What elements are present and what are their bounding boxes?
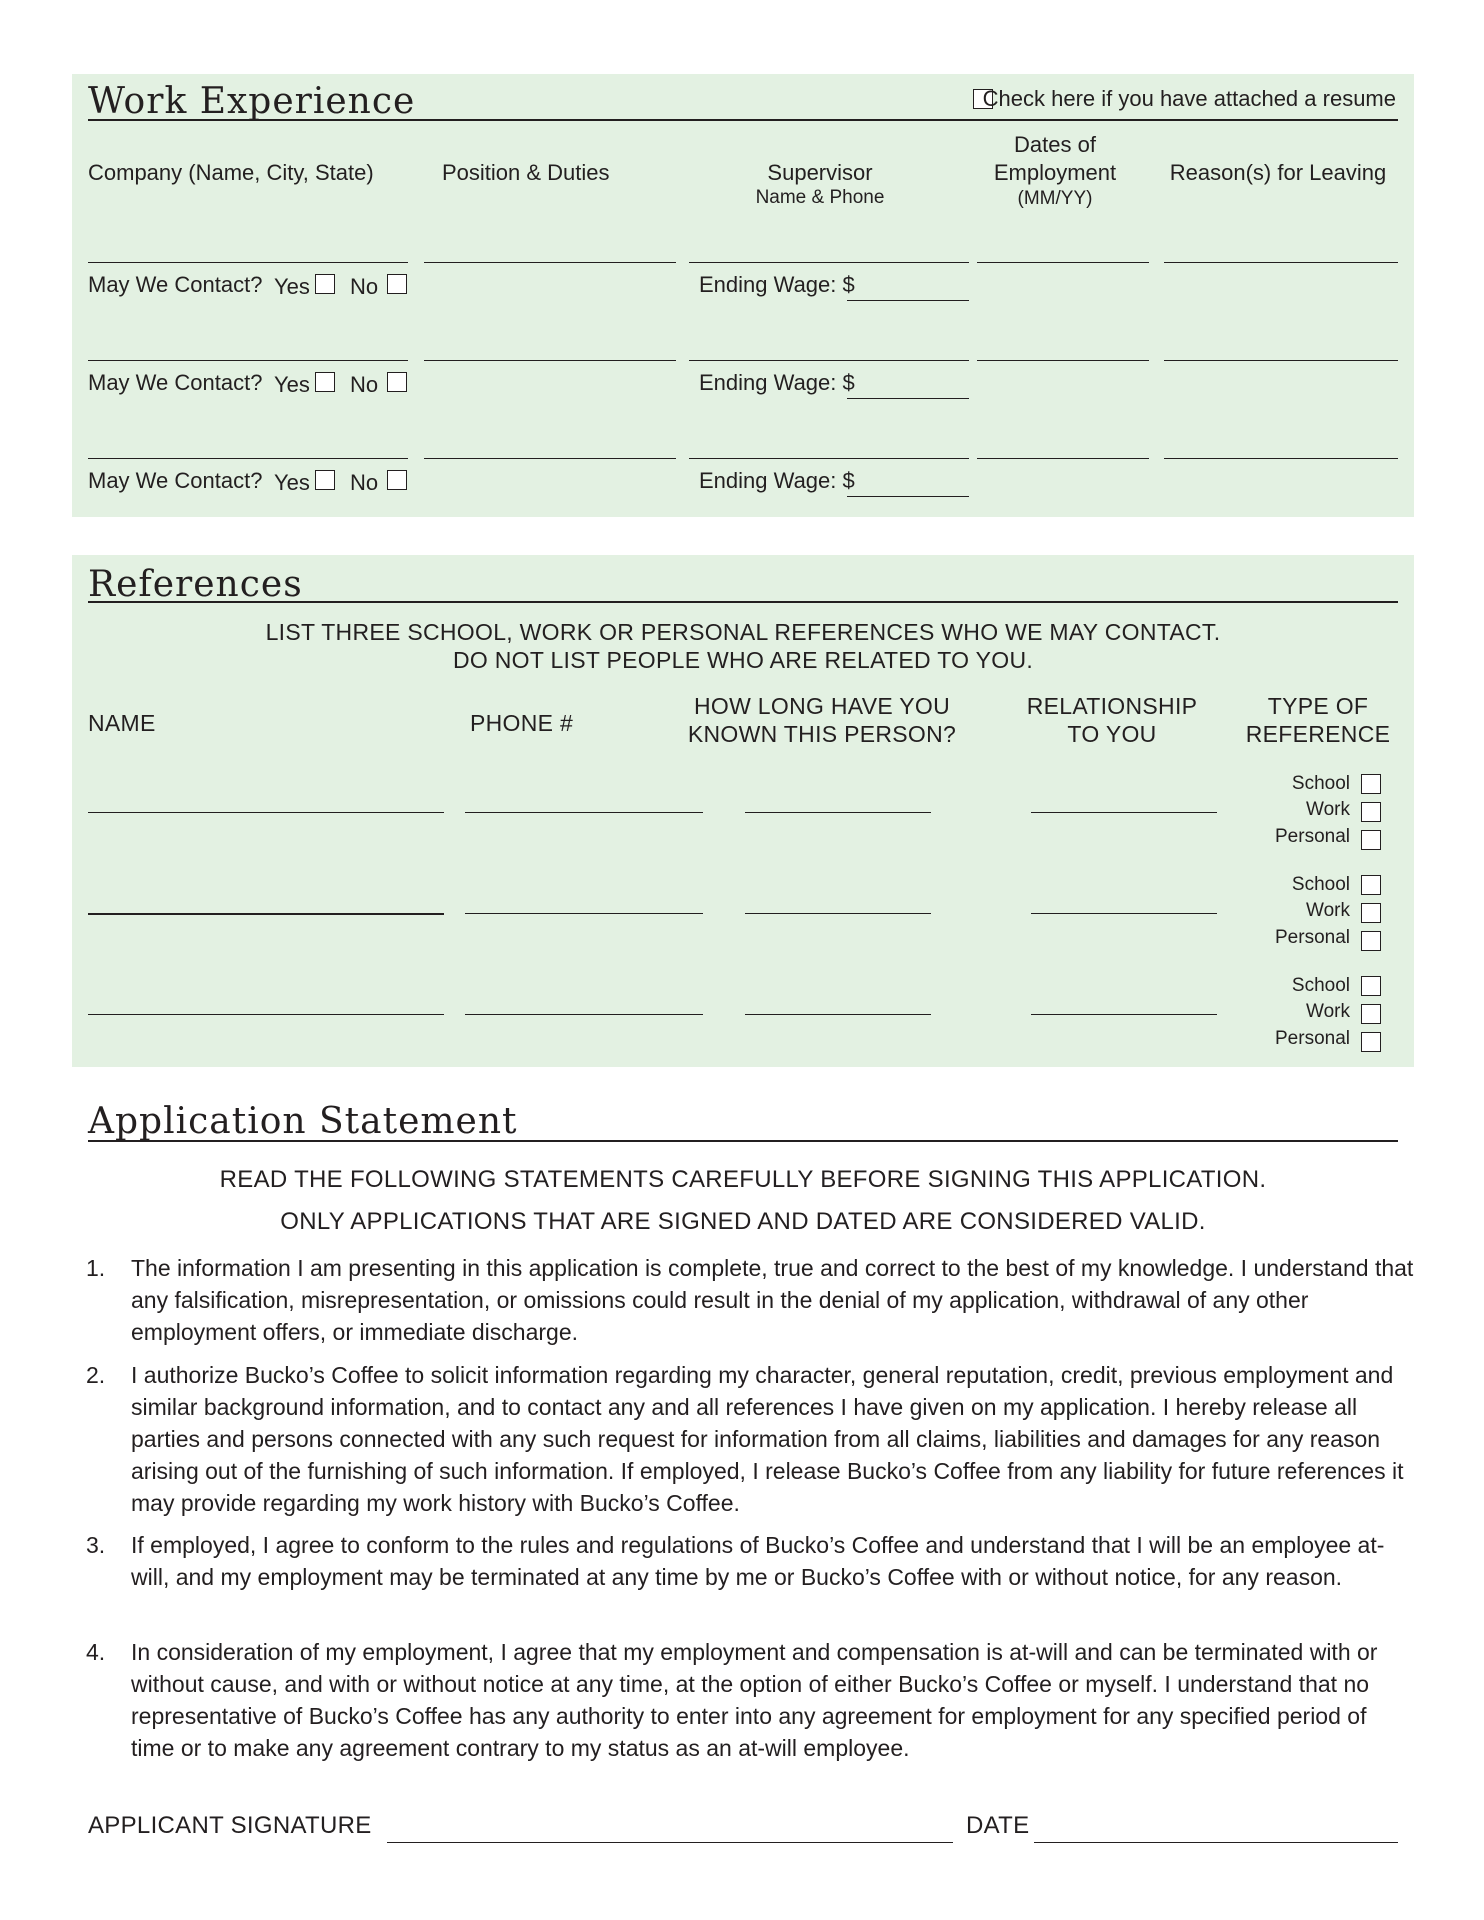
yes-label: Yes <box>274 372 310 397</box>
statement-item <box>86 1636 1416 1764</box>
references-instruction-2: DO NOT LIST PEOPLE WHO ARE RELATED TO YOU. <box>452 647 1034 673</box>
statement-item <box>86 1359 1416 1519</box>
col-type-1: TYPE OF <box>1267 693 1369 719</box>
resume-label: Check here if you have attached a resume <box>982 86 1396 111</box>
type-school-label: School <box>1291 773 1350 794</box>
contact-no-checkbox[interactable] <box>387 372 407 392</box>
date-label: DATE <box>966 1812 1030 1839</box>
company-line[interactable] <box>88 458 408 459</box>
col-type-2: REFERENCE <box>1245 721 1391 747</box>
reason-line[interactable] <box>1164 262 1398 263</box>
wage-line[interactable] <box>847 496 969 497</box>
wage-line[interactable] <box>847 398 969 399</box>
contact-label: May We Contact? <box>88 468 263 493</box>
statement-heading-2: ONLY APPLICATIONS THAT ARE SIGNED AND DATED ARE CONSIDERED VALID. <box>280 1208 1206 1235</box>
type-personal-label: Personal <box>1275 1028 1350 1049</box>
section-rule <box>88 119 1398 121</box>
type-school-checkbox[interactable] <box>1361 774 1381 794</box>
item-text: The information I am presenting in this application is complete, true and correct to the best of my knowledge. I understand that any falsification, misrepresentation, or omissions could result in the denial of my application, withdrawal of any other employment offers, or immediate discharge. <box>131 1255 1414 1345</box>
signature-line[interactable] <box>387 1842 953 1843</box>
item-number: 4. <box>86 1639 106 1665</box>
col-supervisor: Supervisor <box>767 160 873 185</box>
item-text: If employed, I agree to conform to the rules and regulations of Bucko’s Coffee and understand that I will be an employee at-will, and my employment may be terminated at any time by me or Bucko’s Coffee with or without notice, for any reason. <box>131 1532 1385 1590</box>
signature-label: APPLICANT SIGNATURE <box>88 1812 372 1839</box>
contact-label: May We Contact? <box>88 370 263 395</box>
contact-no-checkbox[interactable] <box>387 470 407 490</box>
item-number: 3. <box>86 1532 106 1558</box>
contact-yes-checkbox[interactable] <box>315 274 335 294</box>
type-personal-checkbox[interactable] <box>1361 931 1381 951</box>
type-personal-checkbox[interactable] <box>1361 830 1381 850</box>
position-line[interactable] <box>424 458 676 459</box>
contact-yes-checkbox[interactable] <box>315 470 335 490</box>
ref-relationship-line[interactable] <box>1031 913 1217 914</box>
ref-howlong-line[interactable] <box>745 1014 931 1015</box>
item-number: 2. <box>86 1362 106 1388</box>
col-phone: PHONE # <box>470 710 574 736</box>
no-label: No <box>350 372 379 397</box>
contact-yes-checkbox[interactable] <box>315 372 335 392</box>
ref-phone-line[interactable] <box>465 812 703 813</box>
ref-relationship-line[interactable] <box>1031 812 1217 813</box>
ref-howlong-line[interactable] <box>745 812 931 813</box>
wage-line[interactable] <box>847 300 969 301</box>
dates-line[interactable] <box>977 262 1149 263</box>
section-rule <box>88 1140 1398 1142</box>
type-school-label: School <box>1291 975 1350 996</box>
supervisor-line[interactable] <box>689 458 969 459</box>
type-personal-label: Personal <box>1275 826 1350 847</box>
statement-heading-1: READ THE FOLLOWING STATEMENTS CAREFULLY BEFORE SIGNING THIS APPLICATION. <box>219 1166 1267 1193</box>
position-line[interactable] <box>424 360 676 361</box>
item-number: 1. <box>86 1255 106 1281</box>
date-line[interactable] <box>1034 1842 1398 1843</box>
col-reason: Reason(s) for Leaving <box>1169 160 1387 185</box>
type-school-checkbox[interactable] <box>1361 976 1381 996</box>
references-title: References <box>88 564 303 605</box>
no-label: No <box>350 274 379 299</box>
type-school-label: School <box>1291 874 1350 895</box>
col-howlong-2: KNOWN THIS PERSON? <box>687 721 957 747</box>
dates-line[interactable] <box>977 458 1149 459</box>
wage-label: Ending Wage: $ <box>699 370 855 395</box>
col-rel-1: RELATIONSHIP <box>1026 693 1198 719</box>
type-work-checkbox[interactable] <box>1361 1004 1381 1024</box>
col-howlong-1: HOW LONG HAVE YOU <box>693 693 950 719</box>
work-experience-section <box>72 74 1414 517</box>
type-personal-checkbox[interactable] <box>1361 1032 1381 1052</box>
reason-line[interactable] <box>1164 360 1398 361</box>
ref-phone-line[interactable] <box>465 913 703 914</box>
statement-item <box>86 1252 1416 1348</box>
position-line[interactable] <box>424 262 676 263</box>
col-dates-2: Employment <box>993 160 1117 185</box>
type-work-checkbox[interactable] <box>1361 903 1381 923</box>
type-school-checkbox[interactable] <box>1361 875 1381 895</box>
item-text: In consideration of my employment, I agree that my employment and compensation is at-will and can be terminated with or without cause, and with or without notice at any time, at the option of either Bucko’s Coffee or myself. I understand that no representative of Bucko’s Coffee has any authority to enter into any agreement for employment for any specified period of time or to make any agreement contrary to my status as an at-will employee. <box>131 1639 1378 1761</box>
col-rel-2: TO YOU <box>1067 721 1157 747</box>
ref-phone-line[interactable] <box>465 1014 703 1015</box>
supervisor-line[interactable] <box>689 360 969 361</box>
work-experience-title: Work Experience <box>88 81 416 122</box>
reason-line[interactable] <box>1164 458 1398 459</box>
type-work-checkbox[interactable] <box>1361 802 1381 822</box>
wage-label: Ending Wage: $ <box>699 468 855 493</box>
item-text: I authorize Bucko’s Coffee to solicit information regarding my character, general reputation, credit, previous employment and similar background information, and to contact any and all references I have given on my application. I hereby release all parties and persons connected with any such request for information from all claims, liabilities and damages for any reason arising out of the furnishing of such information. If employed, I release Bucko’s Coffee from any liability for future references it may provide regarding my work history with Bucko’s Coffee. <box>131 1362 1404 1516</box>
supervisor-line[interactable] <box>689 262 969 263</box>
contact-label: May We Contact? <box>88 272 263 297</box>
contact-no-checkbox[interactable] <box>387 274 407 294</box>
wage-label: Ending Wage: $ <box>699 272 855 297</box>
type-work-label: Work <box>1306 1001 1350 1022</box>
references-instruction-1: LIST THREE SCHOOL, WORK OR PERSONAL REFERENCES WHO WE MAY CONTACT. <box>265 619 1221 645</box>
col-supervisor-sub: Name & Phone <box>755 187 885 208</box>
type-work-label: Work <box>1306 900 1350 921</box>
ref-name-line[interactable] <box>88 913 444 915</box>
application-statement-title: Application Statement <box>88 1101 518 1142</box>
ref-howlong-line[interactable] <box>745 913 931 914</box>
col-name: NAME <box>88 710 156 736</box>
type-personal-label: Personal <box>1275 927 1350 948</box>
company-line[interactable] <box>88 262 408 263</box>
statement-item <box>86 1529 1416 1625</box>
section-rule <box>88 601 1398 603</box>
type-work-label: Work <box>1306 799 1350 820</box>
col-position: Position & Duties <box>442 160 610 185</box>
dates-line[interactable] <box>977 360 1149 361</box>
col-company: Company (Name, City, State) <box>88 160 374 185</box>
references-section <box>72 555 1414 1067</box>
col-dates-3: (MM/YY) <box>1017 188 1093 209</box>
col-dates-1: Dates of <box>1014 132 1096 157</box>
ref-relationship-line[interactable] <box>1031 1014 1217 1015</box>
company-line[interactable] <box>88 360 408 361</box>
ref-name-line[interactable] <box>88 812 444 813</box>
no-label: No <box>350 470 379 495</box>
ref-name-line[interactable] <box>88 1014 444 1015</box>
yes-label: Yes <box>274 470 310 495</box>
yes-label: Yes <box>274 274 310 299</box>
